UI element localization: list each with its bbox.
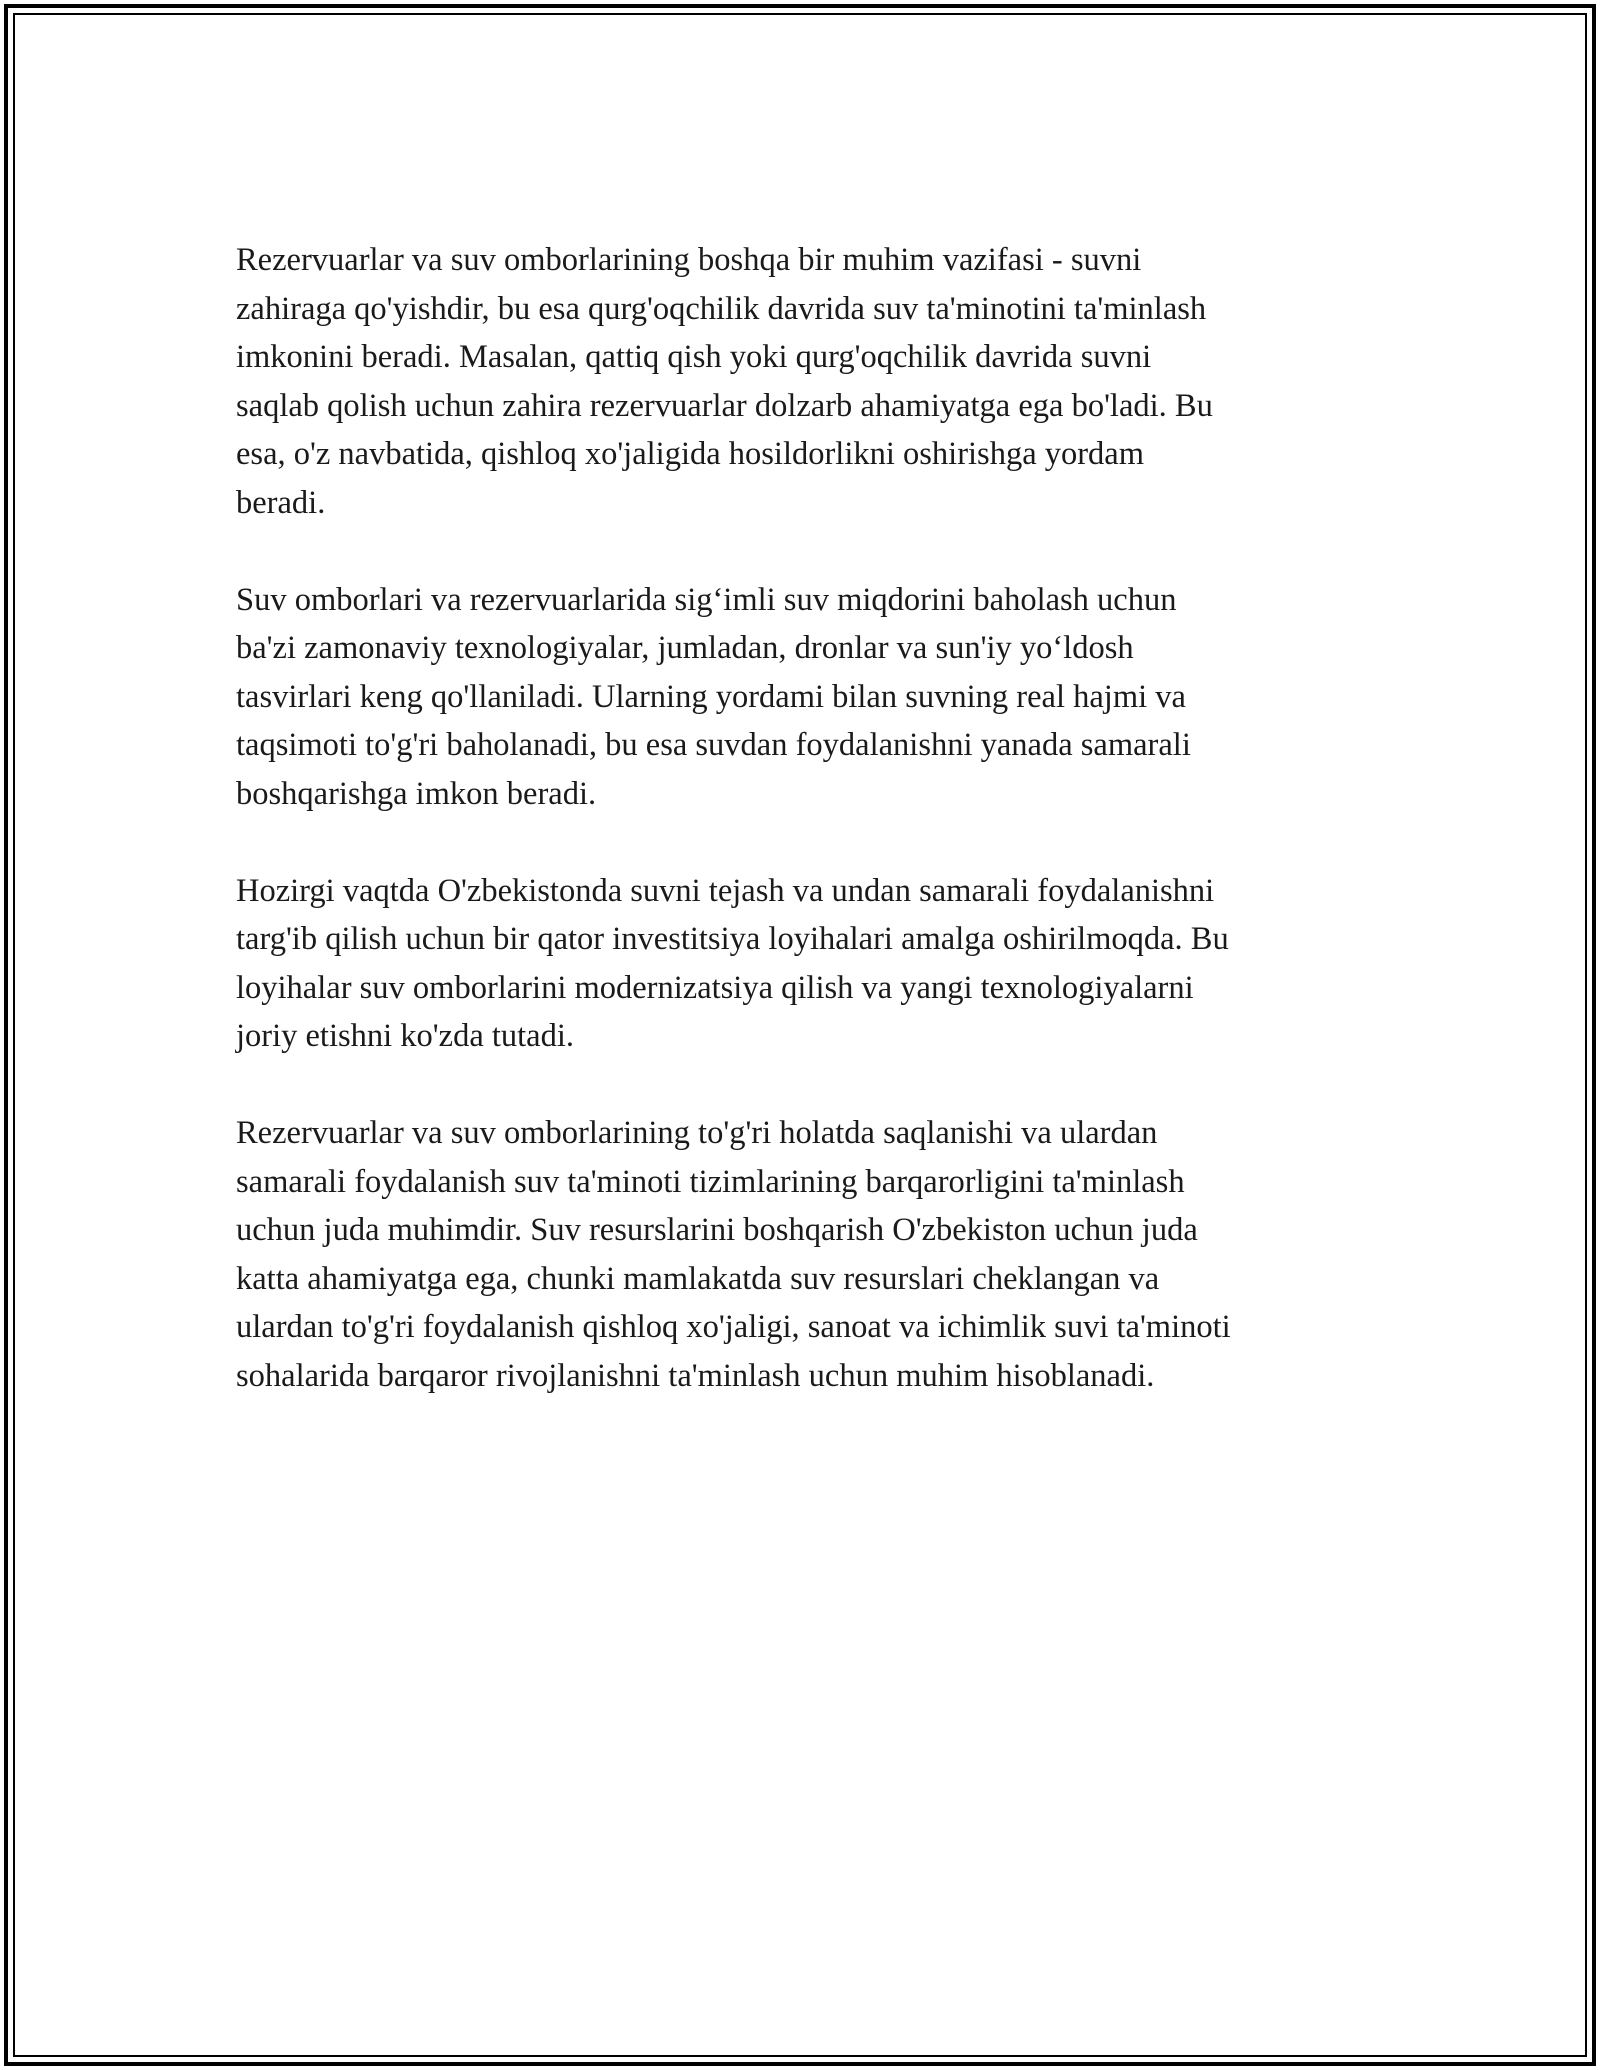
text-line: Rezervuarlar va suv omborlarining to'g'ri holatda saqlanishi va ulardan (236, 1115, 1158, 1151)
document-body (236, 236, 1376, 1449)
text-line: loyihalar suv omborlarini modernizatsiya qilish va yangi texnologiyalarni (236, 969, 1194, 1006)
text-line: imkonini beradi. Masalan, qattiq qish yoki qurg'oqchilik davrida suvni (236, 339, 1152, 375)
text-line: Suv omborlari va rezervuarlarida sig‘imli suv miqdorini baholash uchun (236, 581, 1177, 618)
text-line: joriy etishni ko'zda tutadi. (236, 1018, 575, 1054)
text-line: Hozirgi vaqtda O'zbekistonda suvni tejash va undan samarali foydalanishni (236, 872, 1215, 909)
text-line: Rezervuarlar va suv omborlarining boshqa bir muhim vazifasi - suvni (236, 242, 1142, 278)
paragraph-4 (236, 1109, 1376, 1400)
text-line: samarali foydalanish suv ta'minoti tizimlarining barqarorligini ta'minlash (236, 1163, 1185, 1200)
text-line: beradi. (236, 484, 326, 521)
text-line: ulardan to'g'ri foydalanish qishloq xo'jaligi, sanoat va ichimlik suvi ta'minoti (236, 1309, 1231, 1345)
text-line: boshqarishga imkon beradi. (236, 775, 597, 812)
paragraph-1 (236, 236, 1376, 527)
text-line: targ'ib qilish uchun bir qator investitsiya loyihalari amalga oshirilmoqda. Bu (236, 921, 1229, 957)
text-line: tasvirlari keng qo'llaniladi. Ularning yordami bilan suvning real hajmi va (236, 678, 1186, 715)
text-line: esa, o'z navbatida, qishloq xo'jaligida hosildorlikni oshirishga yordam (236, 436, 1145, 472)
text-line: katta ahamiyatga ega, chunki mamlakatda suv resurslari cheklangan va (236, 1260, 1160, 1297)
paragraph-3 (236, 867, 1376, 1061)
text-line: zahiraga qo'yishdir, bu esa qurg'oqchilik davrida suv ta'minotini ta'minlash (236, 290, 1207, 327)
text-line: sohalarida barqaror rivojlanishni ta'minlash uchun muhim hisoblanadi. (236, 1357, 1155, 1394)
text-line: uchun juda muhimdir. Suv resurslarini boshqarish O'zbekiston uchun juda (236, 1212, 1198, 1248)
text-line: ba'zi zamonaviy texnologiyalar, jumladan, dronlar va sun'iy yo‘ldosh (236, 630, 1134, 666)
paragraph-2 (236, 576, 1376, 819)
text-line: saqlab qolish uchun zahira rezervuarlar dolzarb ahamiyatga ega bo'ladi. Bu (236, 387, 1213, 424)
text-line: taqsimoti to'g'ri baholanadi, bu esa suvdan foydalanishni yanada samarali (236, 727, 1191, 763)
